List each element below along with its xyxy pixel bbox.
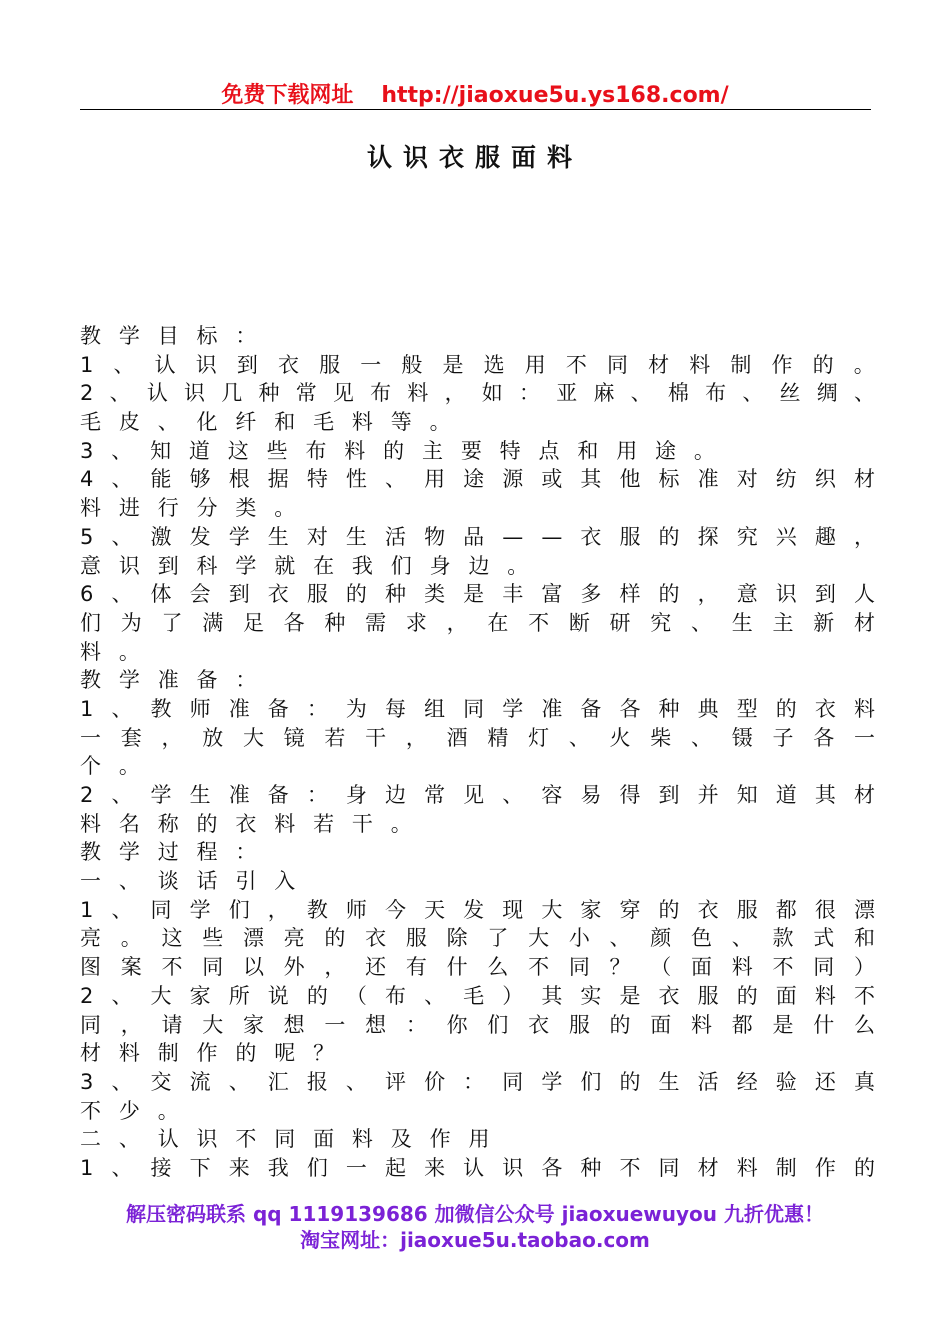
text-line: 材 料 制 作 的 呢 ？ (80, 1041, 335, 1066)
text-line: 图 案 不 同 以 外 ， 还 有 什 么 不 同 ？ （ 面 料 不 同 ） (80, 955, 875, 980)
text-line: 6 、 体 会 到 衣 服 的 种 类 是 丰 富 多 样 的 ， 意 识 到 人 (80, 582, 875, 607)
footer-taobao-link[interactable]: 淘宝网址：jiaoxue5u.taobao.com (300, 1228, 650, 1252)
text-line: 4 、 能 够 根 据 特 性 、 用 途 源 或 其 他 标 准 对 纺 织 材 (80, 467, 875, 492)
lesson-body (80, 322, 875, 1183)
footer-contact: 解压密码联系 qq 1119139686 加微信公众号 jiaoxuewuyou 九折优惠！ (126, 1202, 824, 1226)
text-line: 1 、 同 学 们 ， 教 师 今 天 发 现 大 家 穿 的 衣 服 都 很 漂 (80, 897, 875, 922)
text-line: 5 、 激 发 学 生 对 生 活 物 品 — — 衣 服 的 探 究 兴 趣 ， (80, 524, 875, 549)
text-line: 教 学 过 程 ： (80, 840, 257, 865)
text-line: 一 、 谈 话 引 入 (80, 869, 296, 894)
text-line: 2 、 认 识 几 种 常 见 布 料 ， 如 ： 亚 麻 、 棉 布 、 丝 绸 、 (80, 381, 875, 406)
text-line: 教 学 准 备 ： (80, 668, 257, 693)
text-line: 意 识 到 科 学 就 在 我 们 身 边 。 (80, 553, 529, 578)
header-divider (80, 109, 871, 110)
text-line: 1 、 认 识 到 衣 服 一 般 是 选 用 不 同 材 料 制 作 的 。 (80, 352, 875, 377)
text-line: 料 进 行 分 类 。 (80, 496, 296, 521)
text-line: 同 ， 请 大 家 想 一 想 ： 你 们 衣 服 的 面 料 都 是 什 么 (80, 1012, 875, 1037)
text-line: 个 。 (80, 754, 140, 779)
download-label: 免费下载网址 (221, 83, 354, 108)
text-line: 毛 皮 、 化 纤 和 毛 料 等 。 (80, 410, 451, 435)
text-line: 不 少 。 (80, 1098, 179, 1123)
text-line: 教 学 目 标 ： (80, 324, 257, 348)
text-line: 1 、 教 师 准 备 ： 为 每 组 同 学 准 备 各 种 典 型 的 衣 料 (80, 696, 875, 721)
text-line: 3 、 知 道 这 些 布 料 的 主 要 特 点 和 用 途 。 (80, 438, 715, 463)
download-header (80, 78, 870, 109)
text-line: 2 、 学 生 准 备 ： 身 边 常 见 、 容 易 得 到 并 知 道 其 材 (80, 783, 875, 807)
download-url-link[interactable]: http://jiaoxue5u.ys168.com/ (381, 83, 729, 108)
text-line: 2 、 大 家 所 说 的 （ 布 、 毛 ） 其 实 是 衣 服 的 面 料 不 (80, 983, 875, 1008)
text-line: 一 套 ， 放 大 镜 若 干 ， 酒 精 灯 、 火 柴 、 镊 子 各 一 (80, 725, 875, 750)
text-line: 料 。 (80, 639, 140, 664)
text-line: 3 、 交 流 、 汇 报 、 评 价 ： 同 学 们 的 生 活 经 验 还 真 (80, 1069, 875, 1094)
text-line: 1 、 接 下 来 我 们 一 起 来 认 识 各 种 不 同 材 料 制 作 的 (80, 1155, 875, 1180)
page-title: 认识衣服面料 (366, 143, 583, 172)
text-line: 亮 。 这 些 漂 亮 的 衣 服 除 了 大 小 、 颜 色 、 款 式 和 (80, 926, 875, 951)
text-line: 料 名 称 的 衣 料 若 干 。 (80, 811, 412, 836)
text-line: 们 为 了 满 足 各 种 需 求 ， 在 不 断 研 究 、 生 主 新 材 (80, 610, 875, 635)
text-line: 二 、 认 识 不 同 面 料 及 作 用 (80, 1127, 490, 1152)
